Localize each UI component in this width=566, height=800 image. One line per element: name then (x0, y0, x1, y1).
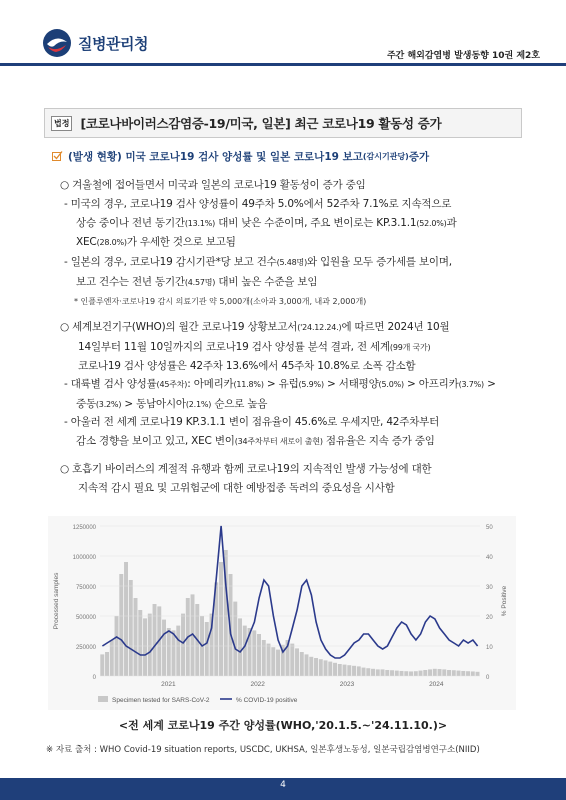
sample-bar (428, 669, 432, 676)
y-tick-label: 750000 (75, 585, 96, 591)
p5-l1s1: (45주차) (156, 380, 188, 389)
sample-bar (352, 666, 356, 676)
y2-tick-label: 10 (486, 645, 493, 651)
p2-line1: - 미국의 경우, 코로나19 검사 양성률이 49주차 5.0%에서 52주차 7.1%로 지속적으로 (64, 198, 452, 210)
y2-axis-label: % Positive (501, 585, 508, 617)
sample-bar (343, 665, 347, 676)
chart-caption: <전 세계 코로나19 주간 양성률(WHO,'20.1.5.~'24.11.10.)> (118, 719, 448, 732)
sample-bar (172, 630, 176, 676)
paragraph-4 (60, 318, 528, 376)
sample-bar (290, 644, 294, 676)
p6-l2a: 감소 경향을 보이고 있고, XEC 변이 (76, 434, 235, 447)
p5-l1c: > 유럽 (263, 378, 299, 390)
p4-line1 (60, 318, 528, 338)
y-tick-label: 500000 (75, 615, 96, 621)
sample-bar (452, 670, 456, 676)
sample-bar (438, 669, 442, 676)
p5-l1f: > (483, 378, 496, 390)
sample-bar (471, 671, 475, 676)
sample-bar (295, 648, 299, 676)
sample-bar (309, 657, 313, 676)
sample-bar (433, 669, 437, 676)
sample-bar (423, 670, 427, 676)
paragraph-6 (64, 413, 526, 451)
sample-bar (124, 562, 128, 676)
p3-l2s: (4.57명) (184, 277, 216, 287)
sample-bar (276, 650, 280, 676)
sample-bar (105, 652, 109, 676)
p3-l2a: 보고 건수는 전년 동기간 (76, 275, 185, 288)
y2-tick-label: 30 (486, 585, 493, 591)
y2-tick-label: 0 (486, 675, 490, 681)
y2-tick-label: 20 (486, 615, 493, 621)
checkbox-icon (52, 151, 63, 162)
sample-bar (457, 671, 461, 676)
y2-tick-label: 40 (486, 555, 493, 561)
p4-l2a: 14일부터 11월 10일까지의 코로나19 검사 양성률 분석 결과, 전 세계 (78, 340, 390, 353)
p2-l2c: 과 (446, 216, 457, 229)
sample-bar (257, 634, 261, 676)
sample-bar (385, 670, 389, 676)
sample-bar (314, 658, 318, 676)
sample-bar (162, 620, 166, 676)
sample-bar (461, 671, 465, 676)
sample-bar (476, 672, 480, 676)
sample-bar (362, 668, 366, 676)
sample-bar (243, 626, 247, 676)
sample-bar (205, 622, 209, 676)
p5-line1 (64, 375, 526, 395)
sample-bar (110, 640, 114, 676)
p5-l2s1: (3.2%) (95, 399, 122, 409)
page-number: 4 (280, 780, 286, 790)
chart-legend (98, 696, 298, 704)
chart-svg (48, 516, 516, 710)
p5-l1d: > 서태평양 (323, 378, 379, 390)
sample-bar (319, 659, 323, 676)
legend-label-positive: % COVID-19 positive (236, 697, 298, 704)
p6-l2s: (34주차부터 새로이 출현) (234, 436, 323, 446)
sample-bar (381, 669, 385, 676)
p3-l1c: 와 입원율 모두 증가세를 보이며, (307, 256, 452, 268)
p2-l3s: (28.0%) (96, 238, 127, 247)
p3-l1b: *당 보고 건수 (215, 256, 277, 268)
paragraph-7 (60, 460, 528, 497)
p4-line3: 코로나19 검사 양성률은 42주차 13.6%에서 45주차 10.8%로 소폭 감소함 (78, 360, 416, 372)
p5-l1b: : 아메리카 (187, 378, 234, 390)
sample-bar (305, 654, 309, 676)
sample-bar (148, 614, 152, 676)
sample-bar (357, 666, 361, 676)
y-tick-label: 250000 (75, 645, 96, 651)
sample-bar (138, 610, 142, 676)
p5-l1s4: (5.0%) (378, 380, 404, 389)
p2-l3b: 가 우세한 것으로 보고됨 (126, 236, 236, 248)
p5-l2s2: (2.1%) (185, 399, 212, 409)
paragraph-3 (64, 253, 526, 292)
p3-l2b: 대비 높은 수준을 보임 (215, 275, 318, 288)
sample-bar (466, 671, 470, 676)
p3-line1 (64, 253, 526, 273)
p4-l2s: (99개 국가) (389, 342, 431, 352)
header-divider (0, 63, 566, 66)
sample-bar (262, 640, 266, 676)
sample-bar (395, 671, 399, 676)
p5-l1s5: (3.7%) (458, 380, 484, 389)
section-title-box (44, 108, 522, 138)
paragraph-2 (64, 195, 526, 253)
x-tick-label: 2021 (161, 681, 176, 688)
subheading-text: (발생 현황) 미국 코로나19 검사 양성률 및 일본 코로나19 보고 (68, 151, 363, 163)
sample-bar (419, 671, 423, 676)
p5-l2c: 순으로 높음 (211, 397, 268, 410)
p5-line2 (64, 395, 526, 415)
sample-bar (143, 618, 147, 676)
sample-bar (366, 668, 370, 676)
sample-bar (300, 652, 304, 676)
sample-bar (219, 562, 223, 676)
kdca-logo-icon (42, 28, 72, 58)
p3-line2 (64, 273, 526, 293)
sample-bar (347, 665, 351, 676)
p7-line1: ○ 호흡기 바이러스의 계절적 유행과 함께 코로나19의 지속적인 발생 가능성에 대한 (60, 463, 432, 475)
p5-l2b: > 동남아시아 (121, 397, 186, 410)
y-tick-label: 1000000 (72, 555, 96, 561)
covid-chart (48, 516, 516, 710)
sample-bar (267, 644, 271, 676)
sample-bar (181, 614, 185, 676)
p6-line2 (64, 432, 526, 452)
subheading (52, 149, 429, 164)
data-source: ※ 자료 출처 : WHO Covid-19 situation reports, USCDC, UKHSA, 일본후생노동성, 일본국립감염병연구소(NIID) (46, 745, 480, 755)
org-name: 질병관리청 (78, 34, 148, 53)
sample-bar (233, 602, 237, 676)
p3-l1a: - 일본의 경우, 코로나19 감시기관 (64, 256, 216, 268)
sample-bar (328, 662, 332, 676)
sample-bar (376, 669, 380, 676)
sample-bar (100, 654, 104, 676)
x-tick-label: 2024 (429, 681, 444, 688)
sample-bar (442, 669, 446, 676)
sample-bar (447, 670, 451, 676)
p2-l2b: 대비 낮은 수준이며, 주요 변이로는 KP.3.1.1 (215, 216, 417, 229)
bars-group (100, 550, 479, 676)
sample-bar (404, 671, 408, 676)
sample-bar (129, 580, 133, 676)
p5-l1e: > 아프리카 (403, 378, 459, 390)
p5-l1a: - 대륙별 검사 양성률 (64, 378, 157, 390)
paragraph-1 (60, 176, 366, 195)
p5-l1s3: (5.9%) (298, 380, 324, 389)
p7-line2: 지속적 감시 필요 및 고위험군에 대한 예방접종 독려의 중요성을 시사함 (78, 481, 395, 494)
y2-tick-label: 50 (486, 525, 493, 531)
sample-bar (409, 671, 413, 676)
x-tick-label: 2023 (339, 681, 355, 688)
p1-text: ○ 겨울철에 접어들면서 미국과 일본의 코로나19 활동성이 증가 중임 (60, 179, 366, 191)
legend-label-samples: Specimen tested for SARS-CoV-2 (112, 697, 210, 704)
footnote: * 인플루엔자·코로나19 감시 의료기관 약 5,000개(소아과 3,000개, 내과 2,000개) (74, 297, 367, 306)
page-header (0, 0, 566, 75)
p4-l1b: 에 따르면 2024년 10월 (341, 321, 450, 333)
sample-bar (153, 604, 157, 676)
p2-line3 (64, 233, 526, 253)
x-tick-label: 2022 (250, 681, 265, 688)
y-tick-label: 1250000 (72, 525, 96, 531)
p6-line1: - 아울러 전 세계 코로나19 KP.3.1.1 변이 점유율이 45.6%로 우세지만, 42주차부터 (64, 416, 440, 428)
issue-label: 주간 해외감염병 발생동향 10권 제2호 (386, 51, 540, 61)
sample-bar (333, 663, 337, 676)
p3-l1s: (5.48명) (276, 258, 307, 267)
sample-bar (414, 671, 418, 676)
sample-bar (134, 598, 138, 676)
p2-l2a: 상승 중이나 전년 동기간 (76, 216, 185, 229)
subheading-tail: 증가 (408, 151, 430, 163)
p4-l1s: ('24.12.24.) (297, 323, 342, 332)
org-logo (42, 28, 148, 58)
p5-l1s2: (11.8%) (233, 380, 264, 389)
section-title: [코로나바이러스감염증-19/미국, 일본] 최근 코로나19 활동성 증가 (80, 116, 442, 131)
subheading-small: (감시기관당) (362, 152, 409, 161)
p2-l3a: XEC (76, 236, 97, 248)
p2-line2 (64, 214, 526, 234)
p6-l2b: 점유율은 지속 증가 중임 (322, 434, 435, 447)
legal-badge: 법정 (51, 116, 72, 131)
p2-l2s1: (13.1%) (184, 218, 216, 228)
p2-l2s2: (52.0%) (416, 218, 447, 228)
sample-bar (271, 647, 275, 676)
legend-bar-swatch (98, 696, 108, 702)
sample-bar (119, 574, 123, 676)
sample-bar (371, 669, 375, 676)
sample-bar (176, 626, 180, 676)
sample-bar (324, 660, 328, 676)
sample-bar (390, 670, 394, 676)
paragraph-5 (64, 375, 526, 414)
sample-bar (167, 628, 171, 676)
y-tick-label: 0 (92, 675, 96, 681)
sample-bar (252, 630, 256, 676)
sample-bar (238, 618, 242, 676)
p5-l2a: 중동 (76, 397, 96, 410)
sample-bar (338, 664, 342, 676)
p4-line2 (60, 338, 528, 358)
p4-l1a: ○ 세계보건기구(WHO)의 월간 코로나19 상황보고서 (60, 321, 298, 333)
y-axis-label: Processed samples (53, 572, 60, 630)
sample-bar (400, 671, 404, 676)
